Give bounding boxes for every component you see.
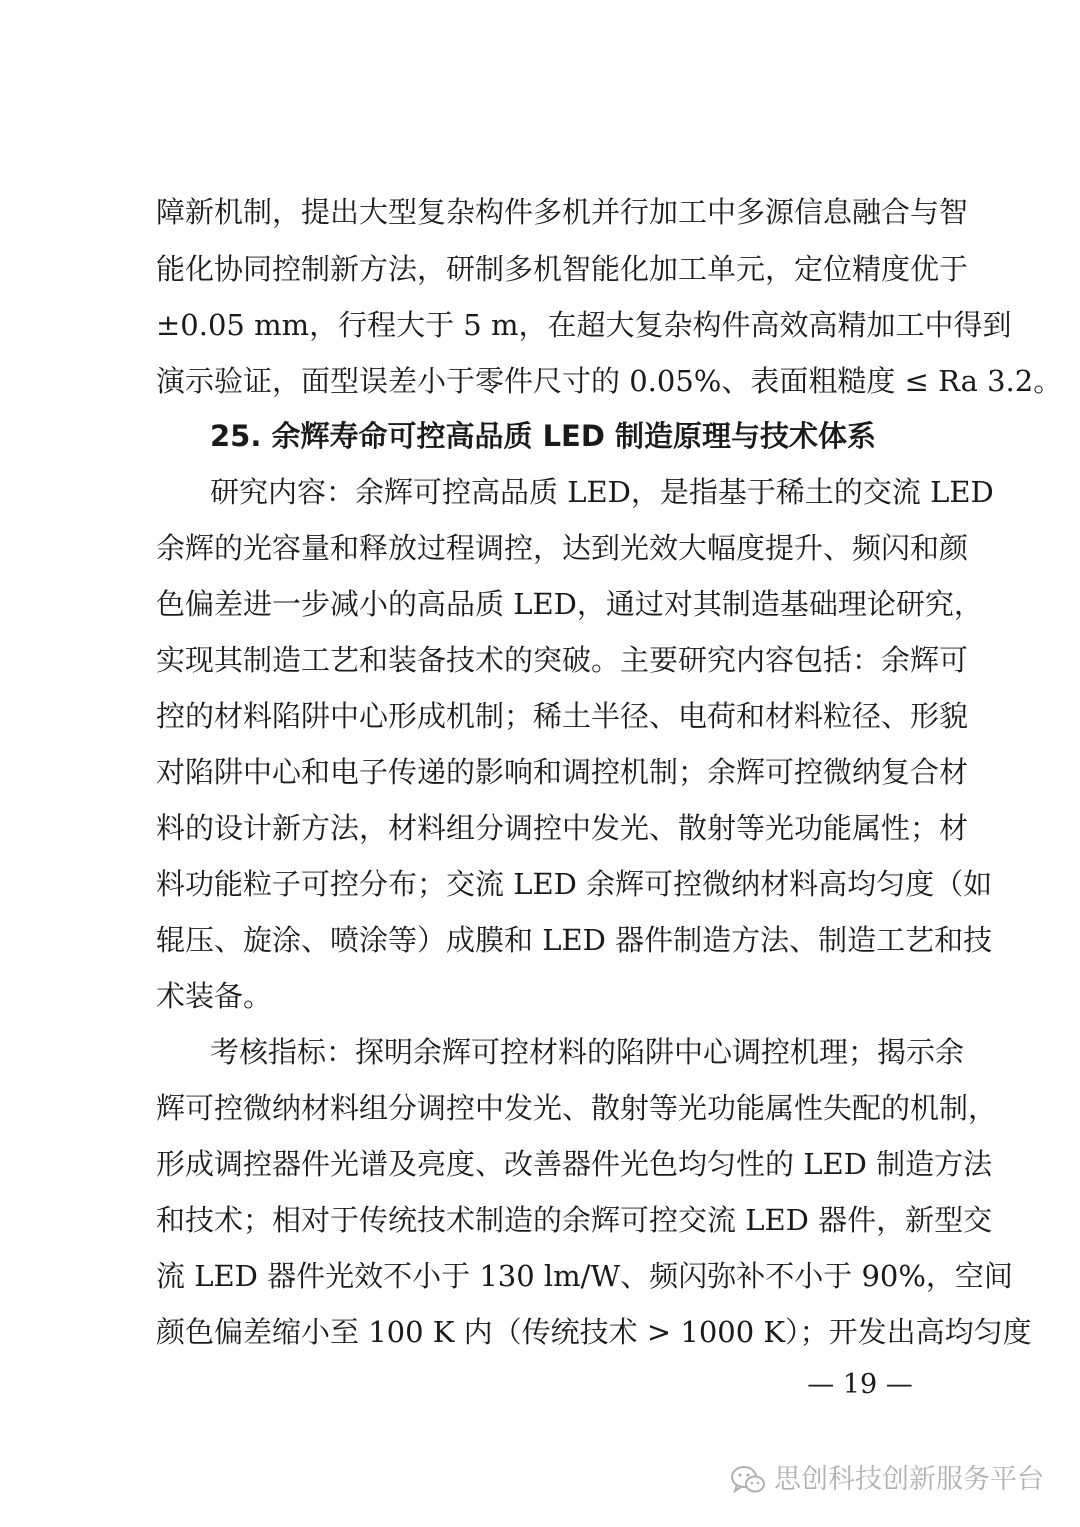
- assessment-line: 辉可控微纳材料组分调控中发光、散射等光功能属性失配的机制，: [156, 1091, 998, 1125]
- paragraph-line: 演示验证，面型误差小于零件尺寸的 0.05%、表面粗糙度 ≤ Ra 3.2。: [156, 364, 1063, 398]
- page-number: — 19 —: [807, 1369, 913, 1400]
- watermark-text: 思创科技创新服务平台: [774, 1464, 1044, 1495]
- research-line: 余辉的光容量和释放过程调控，达到光效大幅度提升、频闪和颜: [156, 531, 969, 565]
- research-line: 控的材料陷阱中心形成机制；稀土半径、电荷和材料粒径、形貌: [156, 699, 969, 733]
- research-line: 色偏差进一步减小的高品质 LED，通过对其制造基础理论研究，: [156, 587, 983, 621]
- paragraph-line: 障新机制，提出大型复杂构件多机并行加工中多源信息融合与智: [156, 195, 969, 229]
- research-line: 研究内容：余辉可控高品质 LED，是指基于稀土的交流 LED: [210, 475, 994, 509]
- assessment-line: 考核指标：探明余辉可控材料的陷阱中心调控机理；揭示余: [210, 1035, 965, 1069]
- paragraph-line: 能化协同控制新方法，研制多机智能化加工单元，定位精度优于: [156, 252, 969, 286]
- research-line: 实现其制造工艺和装备技术的突破。主要研究内容包括：余辉可: [156, 643, 969, 677]
- paragraph-line: ±0.05 mm，行程大于 5 m，在超大复杂构件高效高精加工中得到: [156, 308, 1012, 342]
- watermark: [730, 1462, 1044, 1498]
- assessment-line: 颜色偏差缩小至 100 K 内（传统技术 > 1000 K）；开发出高均匀度: [156, 1315, 1032, 1349]
- assessment-line: 流 LED 器件光效不小于 130 lm/W、频闪弥补不小于 90%，空间: [156, 1259, 1013, 1293]
- research-line: 术装备。: [156, 979, 273, 1013]
- research-line: 料的设计新方法，材料组分调控中发光、散射等光功能属性；材: [156, 811, 969, 845]
- research-line: 对陷阱中心和电子传递的影响和调控机制；余辉可控微纳复合材: [156, 755, 969, 789]
- assessment-line: 形成调控器件光谱及亮度、改善器件光色均匀性的 LED 制造方法: [156, 1147, 993, 1181]
- research-line: 料功能粒子可控分布；交流 LED 余辉可控微纳材料高均匀度（如: [156, 867, 993, 901]
- section-heading: 25. 余辉寿命可控高品质 LED 制造原理与技术体系: [210, 419, 877, 453]
- assessment-line: 和技术；相对于传统技术制造的余辉可控交流 LED 器件，新型交: [156, 1203, 993, 1237]
- research-line: 辊压、旋涂、喷涂等）成膜和 LED 器件制造方法、制造工艺和技: [156, 923, 993, 957]
- wechat-icon: [730, 1465, 766, 1495]
